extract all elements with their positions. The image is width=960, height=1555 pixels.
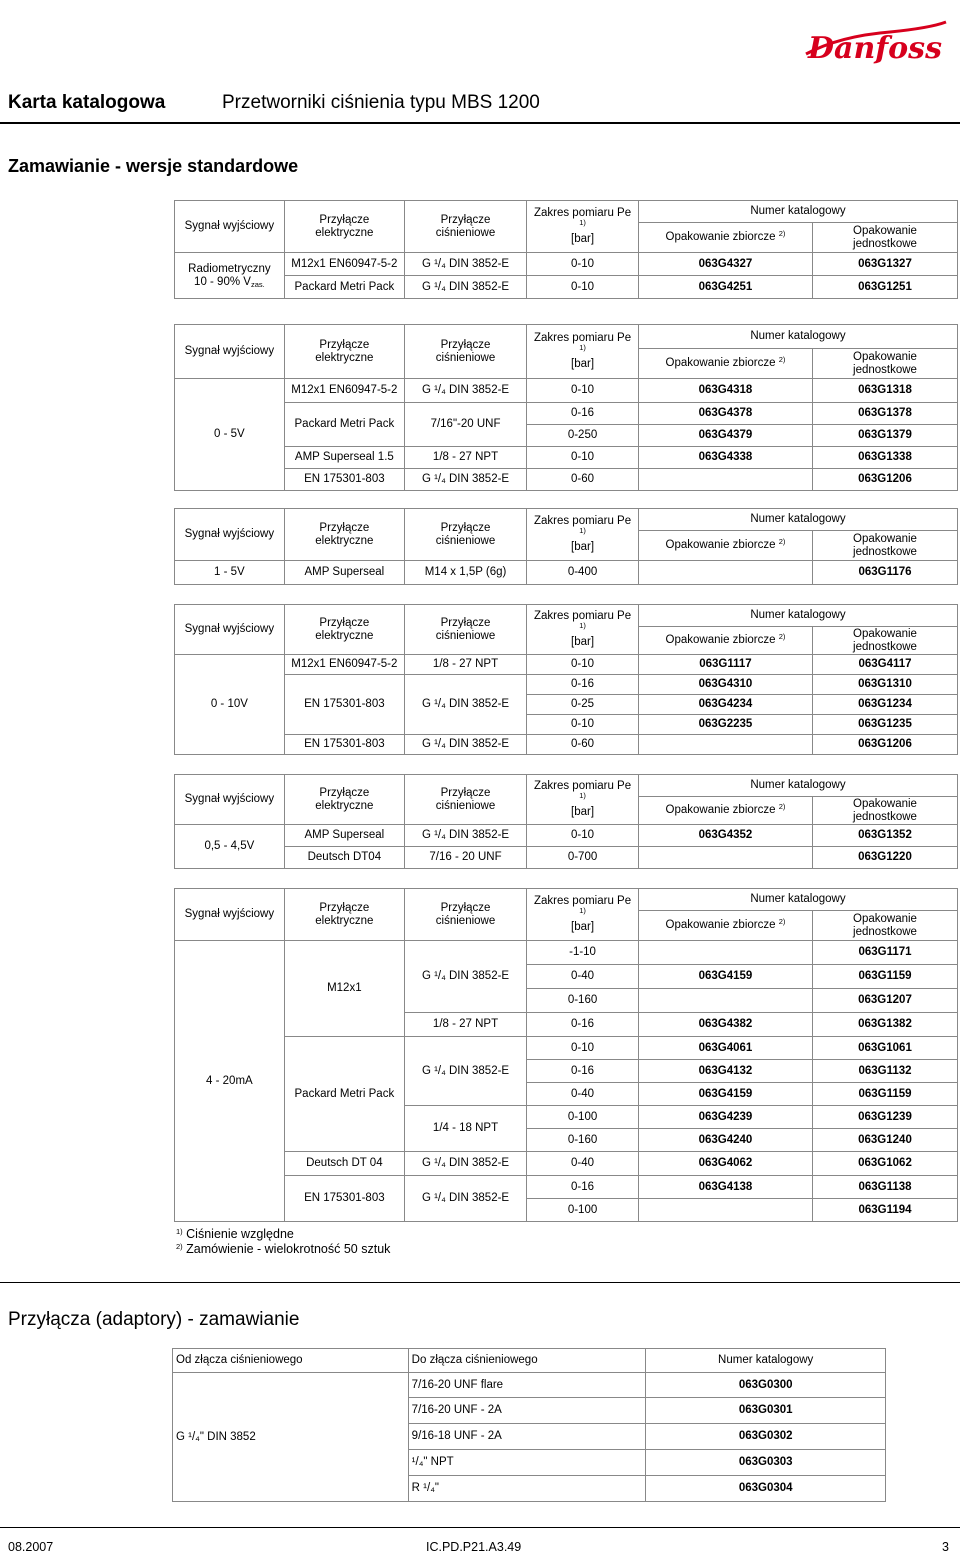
col-bulk: Opakowanie zbiorcze $^{2)}$ bbox=[638, 911, 812, 941]
page-number: 3 bbox=[942, 1540, 949, 1554]
signal-cell: 0 - 5V bbox=[175, 379, 285, 491]
pressure-cell: G ¹/₄ DIN 3852-E bbox=[404, 379, 526, 403]
bulk-cell bbox=[638, 469, 812, 491]
unit-cell: 063G1379 bbox=[812, 425, 957, 447]
footer-code: IC.PD.P21.A3.49 bbox=[426, 1540, 522, 1554]
unit-cell: 063G1382 bbox=[812, 1013, 957, 1037]
electrical-cell: M12x1 EN60947-5-2 bbox=[284, 253, 404, 276]
unit-cell: 063G1234 bbox=[812, 695, 957, 715]
table-row bbox=[175, 825, 958, 847]
range-cell: 0-10 bbox=[527, 447, 639, 469]
bulk-cell: 063G4338 bbox=[638, 447, 812, 469]
table-row bbox=[175, 253, 958, 276]
col-unit: Opakowanie jednostkowe bbox=[812, 627, 957, 655]
col-signal: Sygnał wyjściowy bbox=[175, 201, 285, 253]
table-row bbox=[175, 847, 958, 869]
col-pressure: Przyłącze ciśnieniowe bbox=[404, 201, 526, 253]
unit-cell: 063G1194 bbox=[812, 1199, 957, 1222]
bulk-cell: 063G2235 bbox=[638, 715, 812, 735]
doc-type: Karta katalogowa bbox=[8, 92, 166, 113]
unit-cell: 063G1159 bbox=[812, 965, 957, 989]
range-cell: 0-40 bbox=[527, 1152, 639, 1176]
to-cell: 9/16-18 UNF - 2A bbox=[408, 1424, 646, 1450]
range-cell: 0-60 bbox=[527, 735, 639, 755]
range-cell: 0-400 bbox=[527, 561, 639, 585]
col-catalog: Numer katalogowy bbox=[638, 605, 957, 627]
bulk-cell: 063G1117 bbox=[638, 655, 812, 675]
unit-cell: 063G1327 bbox=[812, 253, 957, 276]
footnote-1: $^{1)}$ Ciśnienie względne bbox=[176, 1227, 294, 1241]
table-0-10v bbox=[174, 604, 958, 755]
to-cell: 7/16-20 UNF - 2A bbox=[408, 1398, 646, 1424]
bulk-cell: 063G4132 bbox=[638, 1060, 812, 1083]
range-cell: 0-100 bbox=[527, 1199, 639, 1222]
pressure-cell: 1/8 - 27 NPT bbox=[404, 447, 526, 469]
table-row bbox=[175, 447, 958, 469]
table-row bbox=[175, 561, 958, 585]
unit-cell: 063G1207 bbox=[812, 989, 957, 1013]
header-rule bbox=[0, 122, 960, 124]
electrical-cell: EN 175301-803 bbox=[284, 675, 404, 735]
pressure-cell: G ¹/₄ DIN 3852-E bbox=[404, 941, 526, 1013]
col-range: Zakres pomiaru Pe $^{1)}$ [bar] bbox=[527, 201, 639, 253]
range-cell: 0-25 bbox=[527, 695, 639, 715]
col-range: Zakres pomiaru Pe $^{1)}$ [bar] bbox=[527, 325, 639, 379]
col-electrical: Przyłącze elektryczne bbox=[284, 325, 404, 379]
bulk-cell: 063G4061 bbox=[638, 1037, 812, 1060]
range-cell: 0-250 bbox=[527, 425, 639, 447]
bulk-cell: 063G4318 bbox=[638, 379, 812, 403]
table-row bbox=[175, 276, 958, 299]
bulk-cell: 063G4327 bbox=[638, 253, 812, 276]
pressure-cell: M14 x 1,5P (6g) bbox=[404, 561, 526, 585]
table-row bbox=[175, 469, 958, 491]
bulk-cell: 063G4352 bbox=[638, 825, 812, 847]
catalog-cell: 063G0301 bbox=[646, 1398, 886, 1424]
electrical-cell: EN 175301-803 bbox=[284, 735, 404, 755]
table-row bbox=[175, 403, 958, 425]
table-row bbox=[175, 655, 958, 675]
bulk-cell: 063G4159 bbox=[638, 1083, 812, 1106]
electrical-cell: M12x1 EN60947-5-2 bbox=[284, 379, 404, 403]
col-electrical: Przyłącze elektryczne bbox=[284, 201, 404, 253]
electrical-cell: Packard Metri Pack bbox=[284, 403, 404, 447]
bulk-cell: 063G4378 bbox=[638, 403, 812, 425]
section-rule bbox=[0, 1282, 960, 1283]
col-unit: Opakowanie jednostkowe bbox=[812, 223, 957, 253]
electrical-cell: AMP Superseal 1.5 bbox=[284, 447, 404, 469]
col-pressure: Przyłącze ciśnieniowe bbox=[404, 325, 526, 379]
unit-cell: 063G1206 bbox=[812, 469, 957, 491]
table-row bbox=[175, 1037, 958, 1060]
pressure-cell: G ¹/₄ DIN 3852-E bbox=[404, 1176, 526, 1222]
to-cell: ¹/₄" NPT bbox=[408, 1450, 646, 1476]
unit-cell: 063G1220 bbox=[812, 847, 957, 869]
col-catalog: Numer katalogowy bbox=[638, 325, 957, 349]
range-cell: 0-10 bbox=[527, 825, 639, 847]
range-cell: 0-10 bbox=[527, 379, 639, 403]
unit-cell: 063G1171 bbox=[812, 941, 957, 965]
col-catalog: Numer katalogowy bbox=[646, 1349, 886, 1373]
signal-cell: 4 - 20mA bbox=[175, 941, 285, 1222]
range-cell: 0-40 bbox=[527, 1083, 639, 1106]
range-cell: 0-10 bbox=[527, 715, 639, 735]
bulk-cell: 063G4382 bbox=[638, 1013, 812, 1037]
bulk-cell: 063G4138 bbox=[638, 1176, 812, 1199]
section-title-standard: Zamawianie - wersje standardowe bbox=[8, 156, 299, 176]
col-pressure: Przyłącze ciśnieniowe bbox=[404, 775, 526, 825]
bulk-cell bbox=[638, 989, 812, 1013]
bulk-cell: 063G4239 bbox=[638, 1106, 812, 1129]
electrical-cell: M12x1 EN60947-5-2 bbox=[284, 655, 404, 675]
col-catalog: Numer katalogowy bbox=[638, 775, 957, 797]
bulk-cell bbox=[638, 1199, 812, 1222]
range-cell: 0-700 bbox=[527, 847, 639, 869]
col-range: Zakres pomiaru Pe $^{1)}$ [bar] bbox=[527, 605, 639, 655]
to-cell: 7/16-20 UNF flare bbox=[408, 1373, 646, 1398]
table-0-5v bbox=[174, 324, 958, 491]
col-signal: Sygnał wyjściowy bbox=[175, 509, 285, 561]
table-4-20ma bbox=[174, 888, 958, 1222]
range-cell: 0-10 bbox=[527, 1037, 639, 1060]
table-ratiometric bbox=[174, 200, 958, 299]
range-cell: 0-160 bbox=[527, 1129, 639, 1152]
col-range: Zakres pomiaru Pe $^{1)}$ [bar] bbox=[527, 775, 639, 825]
danfoss-logo bbox=[800, 14, 950, 70]
table-row bbox=[175, 941, 958, 965]
bulk-cell: 063G4234 bbox=[638, 695, 812, 715]
col-pressure: Przyłącze ciśnieniowe bbox=[404, 605, 526, 655]
col-electrical: Przyłącze elektryczne bbox=[284, 889, 404, 941]
range-cell: 0-40 bbox=[527, 965, 639, 989]
pressure-cell: G ¹/₄ DIN 3852-E bbox=[404, 276, 526, 299]
table-1-5v bbox=[174, 508, 958, 585]
svg-text:Danfoss: Danfoss bbox=[808, 31, 942, 66]
unit-cell: 063G1318 bbox=[812, 379, 957, 403]
catalog-cell: 063G0304 bbox=[646, 1476, 886, 1502]
pressure-cell: 1/4 - 18 NPT bbox=[404, 1106, 526, 1152]
footnotes bbox=[176, 1227, 390, 1257]
catalog-cell: 063G0300 bbox=[646, 1373, 886, 1398]
col-electrical: Przyłącze elektryczne bbox=[284, 605, 404, 655]
table-adapters bbox=[172, 1348, 886, 1502]
range-cell: 0-100 bbox=[527, 1106, 639, 1129]
electrical-cell: EN 175301-803 bbox=[284, 1176, 404, 1222]
electrical-cell: M12x1 bbox=[284, 941, 404, 1037]
bulk-cell bbox=[638, 561, 812, 585]
table-row bbox=[175, 379, 958, 403]
pressure-cell: 7/16 - 20 UNF bbox=[404, 847, 526, 869]
table-row bbox=[175, 675, 958, 695]
bulk-cell bbox=[638, 847, 812, 869]
catalog-cell: 063G0303 bbox=[646, 1450, 886, 1476]
unit-cell: 063G1310 bbox=[812, 675, 957, 695]
electrical-cell: Packard Metri Pack bbox=[284, 276, 404, 299]
signal-cell: 0 - 10V bbox=[175, 655, 285, 755]
col-signal: Sygnał wyjściowy bbox=[175, 889, 285, 941]
col-from: Od złącza ciśnieniowego bbox=[173, 1349, 409, 1373]
range-cell: 0-16 bbox=[527, 675, 639, 695]
pressure-cell: G ¹/₄ DIN 3852-E bbox=[404, 1152, 526, 1176]
unit-cell: 063G1251 bbox=[812, 276, 957, 299]
range-cell: 0-10 bbox=[527, 655, 639, 675]
col-electrical: Przyłącze elektryczne bbox=[284, 775, 404, 825]
pressure-cell: G ¹/₄ DIN 3852-E bbox=[404, 825, 526, 847]
pressure-cell: 7/16"-20 UNF bbox=[404, 403, 526, 447]
section-title-adapters: Przyłącza (adaptory) - zamawianie bbox=[8, 1309, 300, 1330]
electrical-cell: AMP Superseal bbox=[284, 825, 404, 847]
bulk-cell: 063G4062 bbox=[638, 1152, 812, 1176]
to-cell: R ¹/₄" bbox=[408, 1476, 646, 1502]
col-unit: Opakowanie jednostkowe bbox=[812, 911, 957, 941]
electrical-cell: Deutsch DT04 bbox=[284, 847, 404, 869]
col-range: Zakres pomiaru Pe $^{1)}$ [bar] bbox=[527, 889, 639, 941]
pressure-cell: 1/8 - 27 NPT bbox=[404, 655, 526, 675]
range-cell: 0-10 bbox=[527, 253, 639, 276]
electrical-cell: AMP Superseal bbox=[284, 561, 404, 585]
signal-cell: Radiometryczny 10 - 90% $V_{zas.}$ bbox=[175, 253, 285, 299]
col-unit: Opakowanie jednostkowe bbox=[812, 349, 957, 379]
pressure-cell: G ¹/₄ DIN 3852-E bbox=[404, 469, 526, 491]
from-cell: G ¹/₄" DIN 3852 bbox=[173, 1373, 409, 1502]
pressure-cell: G ¹/₄ DIN 3852-E bbox=[404, 735, 526, 755]
unit-cell: 063G1338 bbox=[812, 447, 957, 469]
pressure-cell: G ¹/₄ DIN 3852-E bbox=[404, 253, 526, 276]
col-range: Zakres pomiaru Pe $^{1)}$ [bar] bbox=[527, 509, 639, 561]
col-catalog: Numer katalogowy bbox=[638, 201, 957, 223]
col-bulk: Opakowanie zbiorcze $^{2)}$ bbox=[638, 349, 812, 379]
document-header bbox=[8, 92, 540, 114]
col-pressure: Przyłącze ciśnieniowe bbox=[404, 889, 526, 941]
bulk-cell: 063G4159 bbox=[638, 965, 812, 989]
unit-cell: 063G1159 bbox=[812, 1083, 957, 1106]
col-bulk: Opakowanie zbiorcze $^{2)}$ bbox=[638, 797, 812, 825]
unit-cell: 063G4117 bbox=[812, 655, 957, 675]
unit-cell: 063G1240 bbox=[812, 1129, 957, 1152]
table-row bbox=[175, 735, 958, 755]
range-cell: -1-10 bbox=[527, 941, 639, 965]
bulk-cell: 063G4251 bbox=[638, 276, 812, 299]
col-pressure: Przyłącze ciśnieniowe bbox=[404, 509, 526, 561]
catalog-cell: 063G0302 bbox=[646, 1424, 886, 1450]
unit-cell: 063G1206 bbox=[812, 735, 957, 755]
col-bulk: Opakowanie zbiorcze $^{2)}$ bbox=[638, 531, 812, 561]
footer-rule bbox=[0, 1527, 960, 1528]
footnote-2: $^{2)}$ Zamówienie - wielokrotność 50 sztuk bbox=[176, 1242, 391, 1256]
unit-cell: 063G1176 bbox=[812, 561, 957, 585]
table-0-5-4-5v bbox=[174, 774, 958, 869]
range-cell: 0-16 bbox=[527, 403, 639, 425]
col-bulk: Opakowanie zbiorcze $^{2)}$ bbox=[638, 627, 812, 655]
col-signal: Sygnał wyjściowy bbox=[175, 605, 285, 655]
range-cell: 0-10 bbox=[527, 276, 639, 299]
bulk-cell bbox=[638, 941, 812, 965]
bulk-cell bbox=[638, 735, 812, 755]
table-row bbox=[175, 1176, 958, 1199]
unit-cell: 063G1062 bbox=[812, 1152, 957, 1176]
unit-cell: 063G1239 bbox=[812, 1106, 957, 1129]
col-signal: Sygnał wyjściowy bbox=[175, 325, 285, 379]
bulk-cell: 063G4310 bbox=[638, 675, 812, 695]
col-catalog: Numer katalogowy bbox=[638, 889, 957, 911]
range-cell: 0-16 bbox=[527, 1013, 639, 1037]
unit-cell: 063G1138 bbox=[812, 1176, 957, 1199]
col-electrical: Przyłącze elektryczne bbox=[284, 509, 404, 561]
doc-title: Przetworniki ciśnienia typu MBS 1200 bbox=[222, 92, 540, 113]
col-unit: Opakowanie jednostkowe bbox=[812, 797, 957, 825]
unit-cell: 063G1061 bbox=[812, 1037, 957, 1060]
unit-cell: 063G1378 bbox=[812, 403, 957, 425]
pressure-cell: G ¹/₄ DIN 3852-E bbox=[404, 1037, 526, 1106]
range-cell: 0-16 bbox=[527, 1060, 639, 1083]
signal-cell: 0,5 - 4,5V bbox=[175, 825, 285, 869]
range-cell: 0-160 bbox=[527, 989, 639, 1013]
pressure-cell: G ¹/₄ DIN 3852-E bbox=[404, 675, 526, 735]
col-signal: Sygnał wyjściowy bbox=[175, 775, 285, 825]
unit-cell: 063G1352 bbox=[812, 825, 957, 847]
pressure-cell: 1/8 - 27 NPT bbox=[404, 1013, 526, 1037]
unit-cell: 063G1132 bbox=[812, 1060, 957, 1083]
bulk-cell: 063G4240 bbox=[638, 1129, 812, 1152]
footer-date: 08.2007 bbox=[8, 1540, 54, 1554]
col-bulk: Opakowanie zbiorcze $^{2)}$ bbox=[638, 223, 812, 253]
table-row bbox=[173, 1373, 886, 1398]
range-cell: 0-60 bbox=[527, 469, 639, 491]
signal-cell: 1 - 5V bbox=[175, 561, 285, 585]
electrical-cell: Packard Metri Pack bbox=[284, 1037, 404, 1152]
col-catalog: Numer katalogowy bbox=[638, 509, 957, 531]
table-row bbox=[175, 1152, 958, 1176]
electrical-cell: EN 175301-803 bbox=[284, 469, 404, 491]
electrical-cell: Deutsch DT 04 bbox=[284, 1152, 404, 1176]
bulk-cell: 063G4379 bbox=[638, 425, 812, 447]
col-to: Do złącza ciśnieniowego bbox=[408, 1349, 646, 1373]
unit-cell: 063G1235 bbox=[812, 715, 957, 735]
col-unit: Opakowanie jednostkowe bbox=[812, 531, 957, 561]
range-cell: 0-16 bbox=[527, 1176, 639, 1199]
